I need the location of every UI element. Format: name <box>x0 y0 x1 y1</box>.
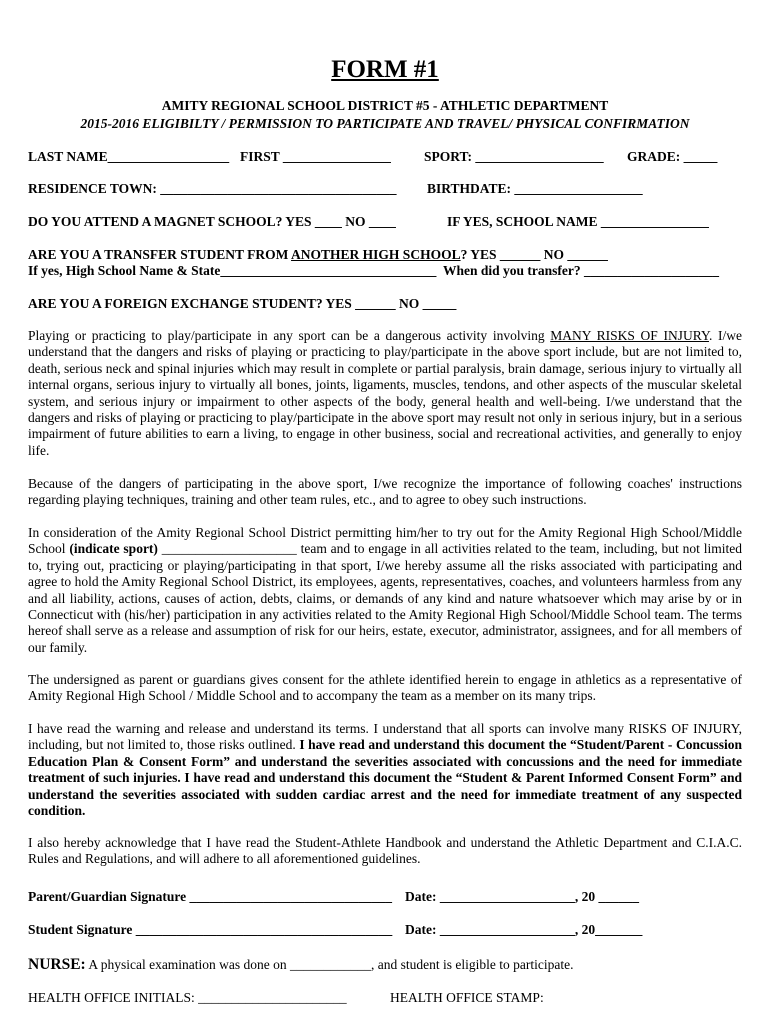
transfer-question[interactable] <box>28 247 608 263</box>
last-name-field[interactable]: LAST NAME__________________ <box>28 149 230 164</box>
risk-paragraph <box>28 328 742 459</box>
risk-text-b: . I/we understand that the dangers and risks of playing or practicing to play/participate in the above sport include, but are not limited to, death, serious neck and spinal injuries which may result in complete or partial paralysis, brain damage, serious injury to virtually all internal organs, serious injury to virtually all bones, joints, ligaments, muscles, tendons, and other aspects of the muscular skeletal system, and serious injury or impairment to other aspects of the body, general health and well-being. I/we understand that the dangers and risks of playing or practicing to play/participate in the above sport may result not only in serious injury, but in a serious impairment of future abilities to earn a living, to engage in other business, social and recreational activities, and generally to enjoy life. <box>28 328 742 458</box>
parent-date-field[interactable]: Date: ____________________, 20 ______ <box>405 889 639 904</box>
student-signature-field[interactable]: Student Signature ______________________________________ <box>28 922 393 937</box>
transfer-question-answers: ? YES ______ NO ______ <box>460 247 608 262</box>
risk-text-emphasis: MANY RISKS OF INJURY <box>550 328 709 343</box>
health-office-stamp-label: HEALTH OFFICE STAMP: <box>390 990 544 1005</box>
form-title: FORM #1 <box>331 56 439 83</box>
district-header: AMITY REGIONAL SCHOOL DISTRICT #5 - ATHLETIC DEPARTMENT <box>161 98 609 113</box>
student-date-field[interactable]: Date: ____________________, 20_______ <box>405 922 643 937</box>
form-subtitle: 2015-2016 ELIGIBILTY / PERMISSION TO PARTICIPATE AND TRAVEL/ PHYSICAL CONFIRMATION <box>80 116 690 131</box>
sport-field[interactable]: SPORT: ___________________ <box>424 149 604 164</box>
grade-field[interactable]: GRADE: _____ <box>627 149 718 164</box>
handbook-paragraph: I also hereby acknowledge that I have read the Student-Athlete Handbook and understand the Athletic Department and C.I.A.C. Rules and Regulations, and will adhere to all aforementioned guidelines. <box>28 835 742 867</box>
residence-town-field[interactable]: RESIDENCE TOWN: ___________________________________ <box>28 181 397 196</box>
nurse-line[interactable] <box>28 956 574 974</box>
magnet-school-question[interactable]: DO YOU ATTEND A MAGNET SCHOOL? YES ____ NO ____ <box>28 214 396 229</box>
coaches-instructions-paragraph: Because of the dangers of participating in the above sport, I/we recognize the importance of following coaches' instructions regarding playing techniques, training and other team rules, etc., and to agree to obey such instructions. <box>28 476 742 508</box>
acknowledgment-paragraph <box>28 721 742 819</box>
transfer-question-text: ARE YOU A TRANSFER STUDENT FROM <box>28 247 292 262</box>
transfer-date-field[interactable]: When did you transfer? ____________________ <box>443 263 720 278</box>
birthdate-field[interactable]: BIRTHDATE: ___________________ <box>427 181 643 196</box>
parent-signature-field[interactable]: Parent/Guardian Signature ______________________________ <box>28 889 393 904</box>
first-name-field[interactable]: FIRST ________________ <box>240 149 391 164</box>
release-text-a: In consideration of the Amity Regional School District permitting him/her to try out for the Amity Regional High School/Middle School <box>28 525 742 557</box>
ack-text-a: I have read the warning and release and understand its terms. I understand that all sports can involve many RISKS OF INJURY, including, but not limited to, those risks outlined. <box>28 721 742 753</box>
risk-text-a: Playing or practicing to play/participate in any sport can be a dangerous activity involving <box>28 328 551 343</box>
release-text-c: ____________________ team and to engage in all activities related to the team, including, but not limited to, trying out, practicing or playing/participating in that sport, I/we hereby assume all the risks associated with participating and agree to hold the Amity Regional School District, its employees, agents, representatives, coaches, and volunteers harmless from any and all liability, actions, causes of action, debts, claims, or demands of any kind and nature whatsoever which may arise by or in Connecticut with (his/her) participation in any activities related to the Amity Regional High School/Middle School team. The terms hereof shall serve as a release and assumption of risk for our heirs, estate, executor, administrator, assignees, and for all members of our family. <box>28 541 742 655</box>
health-office-initials-field[interactable]: HEALTH OFFICE INITIALS: ______________________ <box>28 990 347 1005</box>
magnet-school-name-field[interactable]: IF YES, SCHOOL NAME ________________ <box>447 214 709 229</box>
transfer-question-underlined: ANOTHER HIGH SCHOOL <box>291 247 461 262</box>
nurse-label: NURSE: <box>28 956 86 973</box>
ack-text-b: I have read and understand this document the “Student/Parent - Concussion Education Plan & Consent Form” and understand the severities associated with concussions and the need for immediate treatment of such injuries. I have read and understand this document the “Student & Parent Informed Consent Form” and understand the severities associated with sudden cardiac arrest and the need for immediate treatment of any suspected condition. <box>28 737 742 819</box>
transfer-school-field[interactable]: If yes, High School Name & State________________________________ <box>28 263 437 278</box>
release-paragraph <box>28 525 742 656</box>
release-text-indicate: (indicate sport) <box>69 541 158 557</box>
foreign-exchange-question[interactable]: ARE YOU A FOREIGN EXCHANGE STUDENT? YES ______ NO _____ <box>28 296 457 311</box>
nurse-text: A physical examination was done on ____________, and student is eligible to participate. <box>85 957 574 972</box>
consent-paragraph: The undersigned as parent or guardians gives consent for the athlete identified herein to engage in athletics as a representative of Amity Regional High School / Middle School and to accompany the team as a member on its many trips. <box>28 672 742 704</box>
